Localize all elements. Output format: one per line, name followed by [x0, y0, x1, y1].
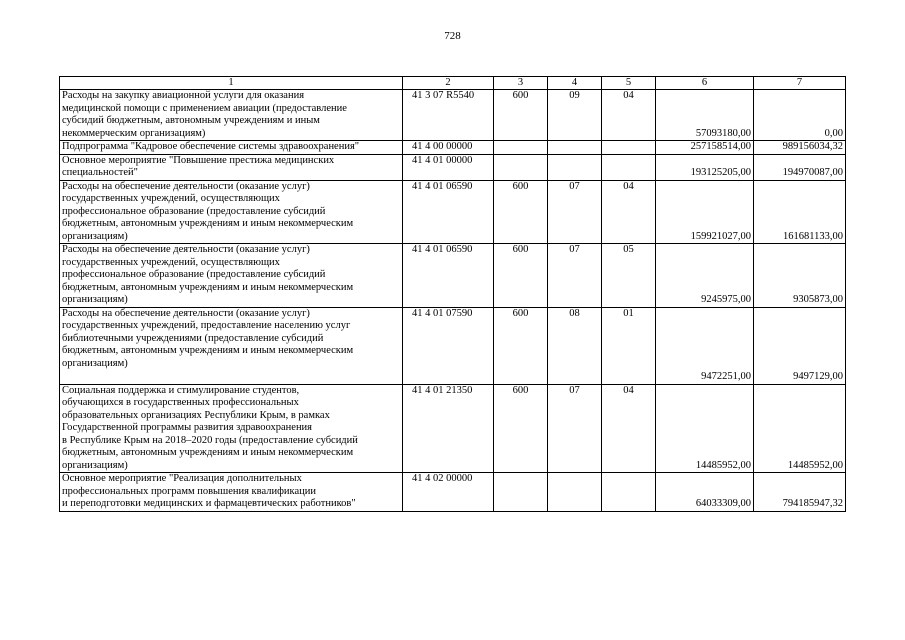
row-amount-1: 193125205,00	[656, 154, 754, 180]
header-col-4: 4	[548, 77, 602, 90]
row-subsection	[602, 473, 656, 512]
row-description: Расходы на закупку авиационной услуги для оказания медицинской помощи с применением авиации (предоставление субсидий бюджетным, автономным учреждениям и иным некоммерческим организациям)	[60, 90, 403, 141]
header-row	[60, 77, 846, 90]
row-section: 07	[548, 244, 602, 308]
table-row	[60, 307, 846, 384]
header-col-6: 6	[656, 77, 754, 90]
row-expense-type: 600	[494, 244, 548, 308]
row-amount-1: 257158514,00	[656, 141, 754, 155]
row-section	[548, 154, 602, 180]
budget-table	[59, 76, 846, 512]
header-col-5: 5	[602, 77, 656, 90]
row-section: 07	[548, 180, 602, 244]
row-section: 08	[548, 307, 602, 384]
row-expense-type	[494, 473, 548, 512]
header-col-3: 3	[494, 77, 548, 90]
row-target-code: 41 4 01 06590	[403, 244, 494, 308]
table-row	[60, 244, 846, 308]
row-section	[548, 141, 602, 155]
table-row	[60, 473, 846, 512]
row-expense-type	[494, 141, 548, 155]
row-target-code: 41 4 00 00000	[403, 141, 494, 155]
row-amount-1: 9245975,00	[656, 244, 754, 308]
row-expense-type: 600	[494, 384, 548, 473]
row-amount-2: 194970087,00	[754, 154, 846, 180]
table-row	[60, 141, 846, 155]
row-section: 07	[548, 384, 602, 473]
row-description: Подпрограмма "Кадровое обеспечение системы здравоохранения"	[60, 141, 403, 155]
row-section: 09	[548, 90, 602, 141]
row-section	[548, 473, 602, 512]
row-subsection: 04	[602, 384, 656, 473]
header-col-2: 2	[403, 77, 494, 90]
row-description: Социальная поддержка и стимулирование студентов, обучающихся в государственных профессиональных образовательных организациях Республики Крым, в рамках Государственной программы развития здравоохранения в Республике Крым на 2018–2020 годы (предоставление субсидий бюджетным, автономным учреждениям и иным некоммерческим организациям)	[60, 384, 403, 473]
row-target-code: 41 3 07 R5540	[403, 90, 494, 141]
row-target-code: 41 4 01 07590	[403, 307, 494, 384]
table-row	[60, 154, 846, 180]
row-description: Основное мероприятие "Повышение престижа медицинских специальностей"	[60, 154, 403, 180]
row-amount-2: 14485952,00	[754, 384, 846, 473]
row-description: Основное мероприятие "Реализация дополнительных профессиональных программ повышения квалификации и переподготовки медицинских и фармацевтических работников"	[60, 473, 403, 512]
table-row	[60, 384, 846, 473]
row-expense-type	[494, 154, 548, 180]
row-subsection: 05	[602, 244, 656, 308]
header-col-7: 7	[754, 77, 846, 90]
row-subsection: 04	[602, 90, 656, 141]
row-expense-type: 600	[494, 307, 548, 384]
row-amount-1: 14485952,00	[656, 384, 754, 473]
header-col-1: 1	[60, 77, 403, 90]
row-amount-2: 794185947,32	[754, 473, 846, 512]
row-subsection: 01	[602, 307, 656, 384]
row-subsection	[602, 141, 656, 155]
row-expense-type: 600	[494, 90, 548, 141]
row-amount-2: 989156034,32	[754, 141, 846, 155]
row-expense-type: 600	[494, 180, 548, 244]
row-target-code: 41 4 02 00000	[403, 473, 494, 512]
row-amount-2: 0,00	[754, 90, 846, 141]
row-target-code: 41 4 01 06590	[403, 180, 494, 244]
table-row	[60, 180, 846, 244]
row-subsection: 04	[602, 180, 656, 244]
row-amount-2: 9497129,00	[754, 307, 846, 384]
row-amount-2: 161681133,00	[754, 180, 846, 244]
row-amount-1: 159921027,00	[656, 180, 754, 244]
row-description: Расходы на обеспечение деятельности (оказание услуг) государственных учреждений, осуществляющих профессиональное образование (предоставление субсидий бюджетным, автономным учреждениям и иным некоммерческим организациям)	[60, 244, 403, 308]
row-amount-1: 64033309,00	[656, 473, 754, 512]
row-target-code: 41 4 01 21350	[403, 384, 494, 473]
row-amount-2: 9305873,00	[754, 244, 846, 308]
row-subsection	[602, 154, 656, 180]
table-row	[60, 90, 846, 141]
row-description: Расходы на обеспечение деятельности (оказание услуг) государственных учреждений, предоставление населению услуг библиотечными учреждениями (предоставление субсидий бюджетным, автономным учреждениям и иным некоммерческим организациям)	[60, 307, 403, 384]
page-number: 728	[444, 30, 461, 42]
row-amount-1: 9472251,00	[656, 307, 754, 384]
row-description: Расходы на обеспечение деятельности (оказание услуг) государственных учреждений, осуществляющих профессиональное образование (предоставление субсидий бюджетным, автономным учреждениям и иным некоммерческим организациям)	[60, 180, 403, 244]
row-target-code: 41 4 01 00000	[403, 154, 494, 180]
row-amount-1: 57093180,00	[656, 90, 754, 141]
